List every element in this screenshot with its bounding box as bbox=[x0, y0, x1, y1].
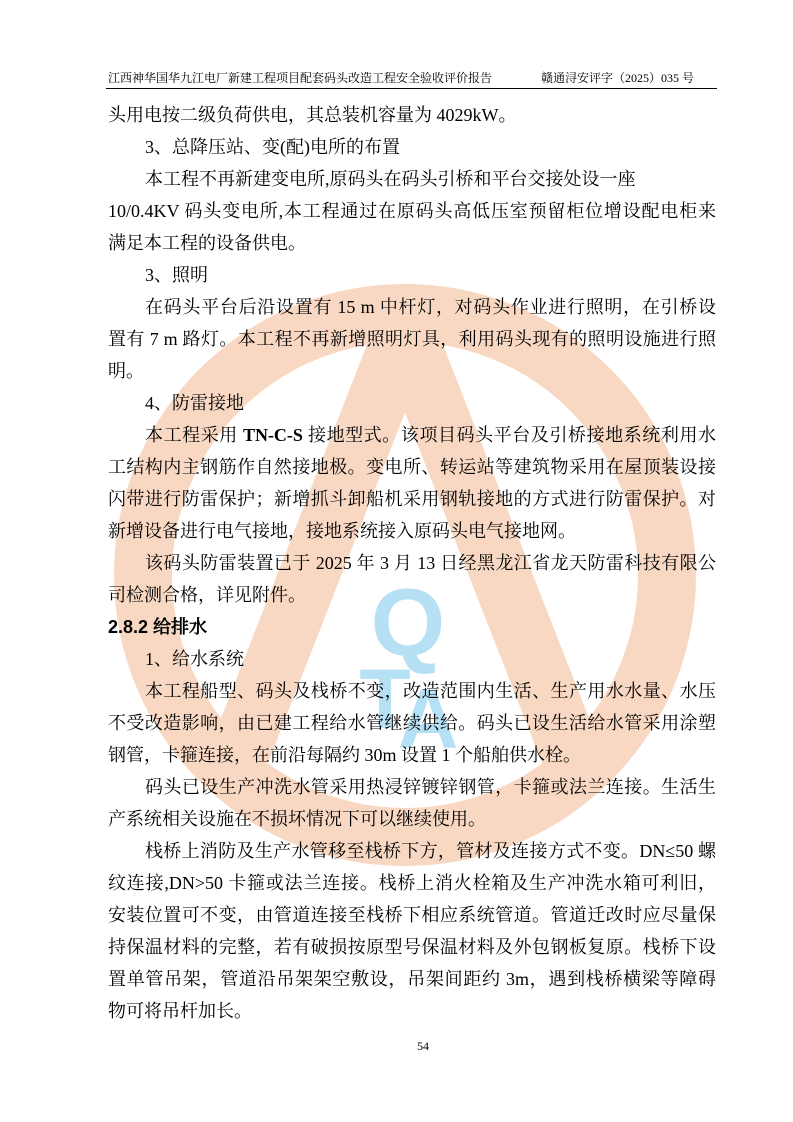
paragraph-line: 在码头平台后沿设置有 15 m 中杆灯，对码头作业进行照明，在引桥设 bbox=[145, 297, 716, 317]
watermark-letter-q: Q bbox=[370, 569, 446, 676]
section-heading-lightning-protection: 4、防雷接地 bbox=[145, 393, 244, 413]
watermark-letter-t: T bbox=[359, 652, 411, 746]
paragraph-line: 栈桥上消防及生产水管移至栈桥下方，管材及连接方式不变。DN≤50 螺 bbox=[145, 841, 716, 861]
running-header-title: 江西神华国华九江电厂新建工程项目配套码头改造工程安全验收评价报告 bbox=[108, 71, 493, 85]
section-heading-substation: 3、总降压站、变(配)电所的布置 bbox=[145, 137, 400, 157]
paragraph-line: 本工程不再新建变电所,原码头在码头引桥和平台交接处设一座 bbox=[145, 169, 636, 189]
paragraph-line: 10/0.4KV 码头变电所,本工程通过在原码头高低压室预留柜位增设配电柜来 bbox=[108, 201, 716, 221]
page-number: 54 bbox=[417, 1039, 429, 1053]
watermark-letter-a: A bbox=[397, 672, 459, 766]
text-run: 本工程采用 bbox=[145, 425, 243, 445]
subsection-heading-water-supply: 1、给水系统 bbox=[145, 649, 244, 669]
paragraph-line: 安装位置可不变，由管道连接至栈桥下相应系统管道。管道迁改时应尽量保 bbox=[108, 905, 716, 925]
paragraph-line: 工结构内主钢筋作自然接地极。变电所、转运站等建筑物采用在屋顶装设接 bbox=[108, 457, 716, 477]
paragraph-line: 置单管吊架，管道沿吊架架空敷设，吊架间距约 3m，遇到栈桥横梁等障碍 bbox=[108, 969, 716, 989]
paragraph-line: 物可将吊杆加长。 bbox=[108, 1001, 252, 1021]
header-rule bbox=[106, 88, 717, 89]
paragraph-line: 本工程船型、码头及栈桥不变，改造范围内生活、生产用水水量、水压 bbox=[145, 681, 716, 701]
paragraph-line: 不受改造影响，由已建工程给水管继续供给。码头已设生活给水管采用涂塑 bbox=[108, 713, 716, 733]
paragraph-line: 纹连接,DN>50 卡箍或法兰连接。栈桥上消火栓箱及生产冲洗水箱可利旧， bbox=[108, 873, 716, 893]
body-text bbox=[108, 99, 716, 1027]
paragraph-line: 明。 bbox=[108, 361, 144, 381]
paragraph-line: 该码头防雷装置已于 2025 年 3 月 13 日经黑龙江省龙天防雷科技有限公 bbox=[145, 553, 716, 573]
running-header-doc-number: 赣通浔安评字（2025）035 号 bbox=[541, 71, 695, 85]
paragraph-line: 满足本工程的设备供电。 bbox=[108, 233, 306, 253]
section-heading-water: 2.8.2 给排水 bbox=[108, 617, 208, 637]
section-heading-lighting: 3、照明 bbox=[145, 265, 208, 285]
paragraph-line: 产系统相关设施在不损坏情况下可以继续使用。 bbox=[108, 809, 486, 829]
grounding-type-term: TN-C-S bbox=[242, 425, 303, 445]
text-run: 接地型式。该项目码头平台及引桥接地系统利用水 bbox=[302, 425, 717, 445]
carryover-line: 头用电按二级负荷供电，其总装机容量为 4029kW。 bbox=[108, 105, 517, 125]
paragraph-line: 持保温材料的完整，若有破损按原型号保温材料及外包钢板复原。栈桥下设 bbox=[108, 937, 716, 957]
paragraph-line: 闪带进行防雷保护；新增抓斗卸船机采用钢轨接地的方式进行防雷保护。对 bbox=[108, 489, 716, 509]
paragraph-line bbox=[108, 419, 716, 451]
paragraph-line: 钢管，卡箍连接，在前沿每隔约 30m 设置 1 个船舶供水栓。 bbox=[108, 745, 581, 765]
paragraph-line: 司检测合格，详见附件。 bbox=[108, 585, 306, 605]
paragraph-line: 新增设备进行电气接地，接地系统接入原码头电气接地网。 bbox=[108, 521, 576, 541]
paragraph-line: 码头已设生产冲洗水管采用热浸锌镀锌钢管，卡箍或法兰连接。生活生 bbox=[145, 777, 716, 797]
paragraph-line: 置有 7 m 路灯。本工程不再新增照明灯具，利用码头现有的照明设施进行照 bbox=[108, 329, 716, 349]
